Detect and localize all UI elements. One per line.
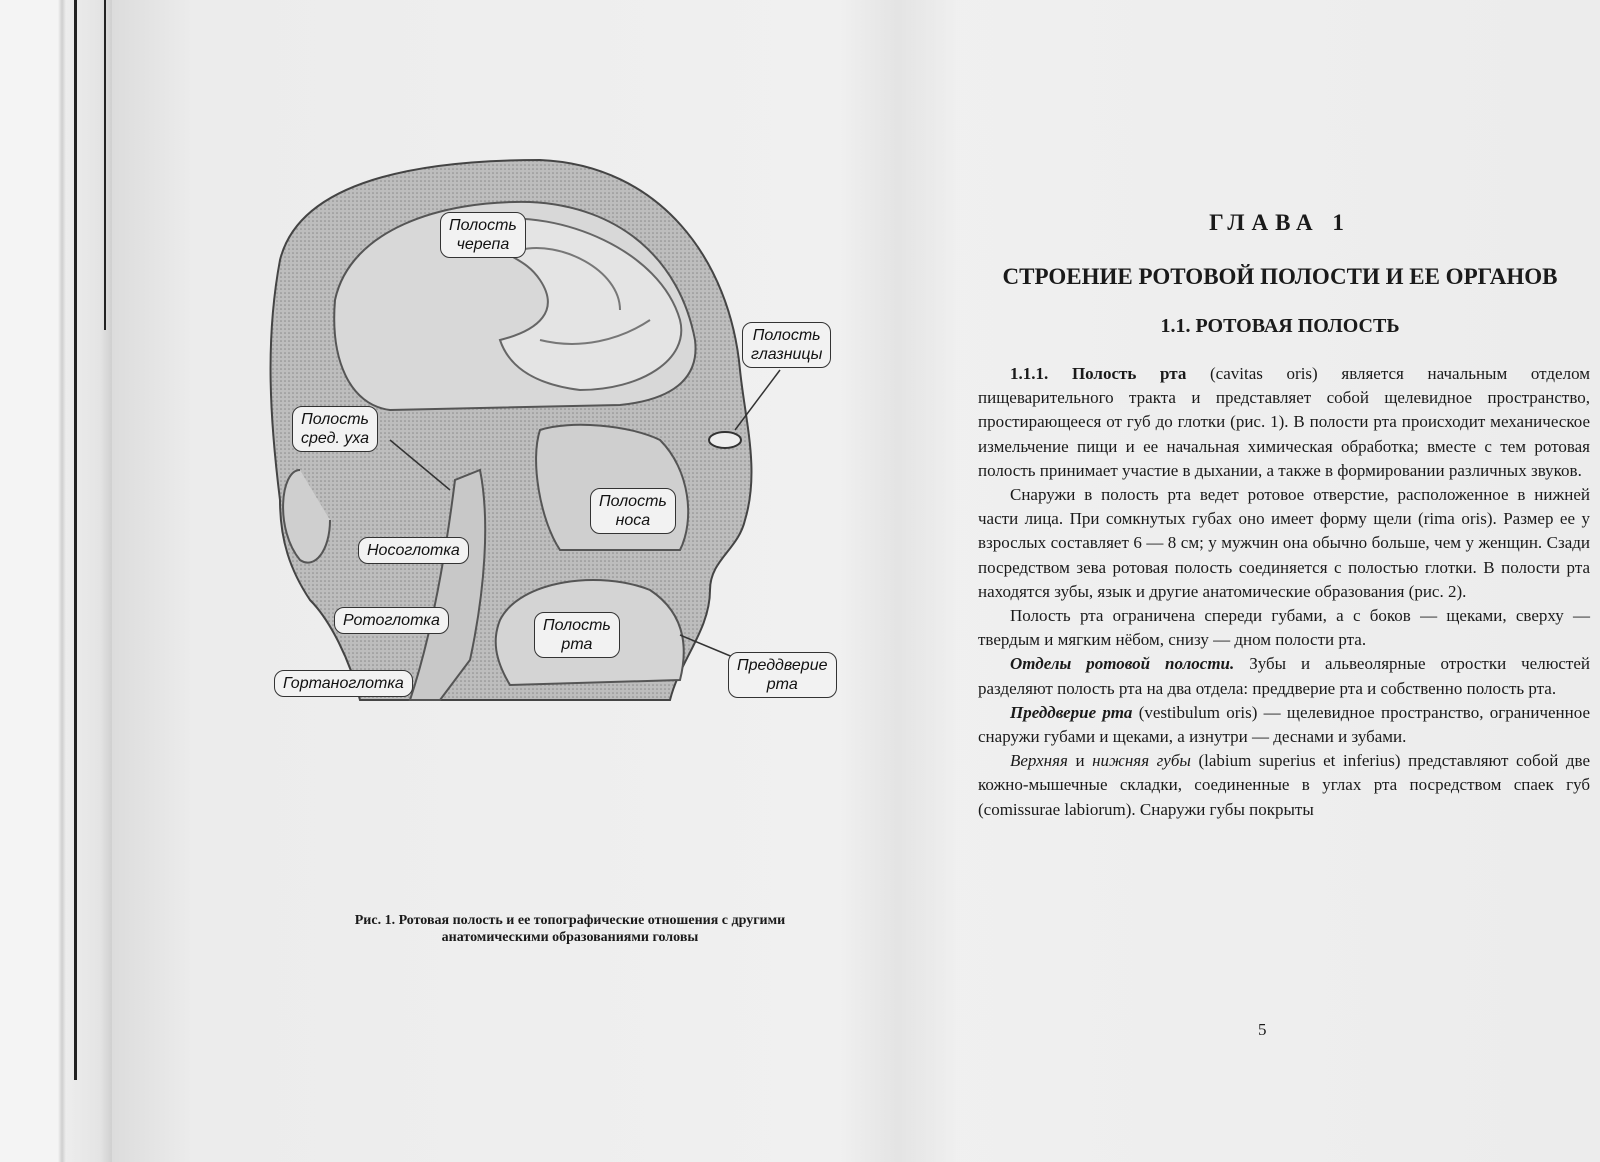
paragraph: Полость рта ограничена спереди губами, а с боков — щеками, сверху — твердым и мягким нёбом, снизу — дном полости рта.	[978, 606, 1590, 650]
eye-shape	[709, 432, 741, 448]
body-text	[978, 362, 1590, 822]
paragraph: Верхняя и нижняя губы (labium superius et inferius) представляют собой две кожно-мышечные складки, соединенные в углах рта посредством спаек губ (comissurae labiorum). Снаружи губы покрыты	[978, 751, 1590, 819]
scan-edge	[0, 0, 112, 1162]
label-mouth-cavity: Полость рта	[534, 612, 620, 658]
label-nose-cavity: Полость носа	[590, 488, 676, 534]
scan-line	[104, 0, 106, 330]
chapter-number: ГЛАВА 1	[1209, 210, 1351, 235]
paragraph: Снаружи в полость рта ведет ротовое отверстие, расположенное в нижней части лица. При сомкнутых губах оно имеет форму щели (rima oris). Размер ее у взрослых составляет 6 — 8 см; у мужчин она обычно больше, чем у женщин. Сзади посредством зева ротовая полость соединяется с полостью глотки. В полости рта находятся зубы, язык и другие анатомические образования (рис. 2).	[978, 485, 1590, 601]
paragraph: Отделы ротовой полости. Зубы и альвеолярные отростки челюстей разделяют полость рта на два отдела: преддверие рта и собственно полость рта.	[978, 654, 1591, 698]
paragraph: 1.1.1. Полость рта (cavitas oris) является начальным отделом пищеварительного тракта и представляет собой щелевидное пространство, простирающееся от губ до глотки (рис. 1). В полости рта происходит механическое измельчение пищи и ее начальная химическая обработка; вместе с тем ротовая полость принимает участие в дыхании, а также в формировании различных звуков.	[978, 364, 1591, 480]
page-number: 5	[1258, 1020, 1267, 1039]
label-vestibule: Преддверие рта	[728, 652, 837, 698]
label-middle-ear: Полость сред. уха	[292, 406, 378, 452]
chapter-title: СТРОЕНИЕ РОТОВОЙ ПОЛОСТИ И ЕЕ ОРГАНОВ	[1002, 264, 1558, 289]
label-laryngopharynx: Гортаноглотка	[274, 670, 413, 697]
label-oropharynx: Ротоглотка	[334, 607, 449, 634]
paragraph: Преддверие рта (vestibulum oris) — щелевидное пространство, ограниченное снаружи губами и щеками, а изнутри — деснами и зубами.	[978, 702, 1590, 747]
label-orbit-cavity: Полость глазницы	[742, 322, 831, 368]
anatomy-figure	[240, 140, 900, 780]
scan-line	[74, 0, 77, 1080]
section-title: 1.1. РОТОВАЯ ПОЛОСТЬ	[1160, 315, 1400, 337]
label-nasopharynx: Носоглотка	[358, 537, 469, 564]
label-skull-cavity: Полость черепа	[440, 212, 526, 258]
figure-caption: Рис. 1. Ротовая полость и ее топографические отношения с другими анатомическими образованиями головы	[354, 913, 786, 945]
